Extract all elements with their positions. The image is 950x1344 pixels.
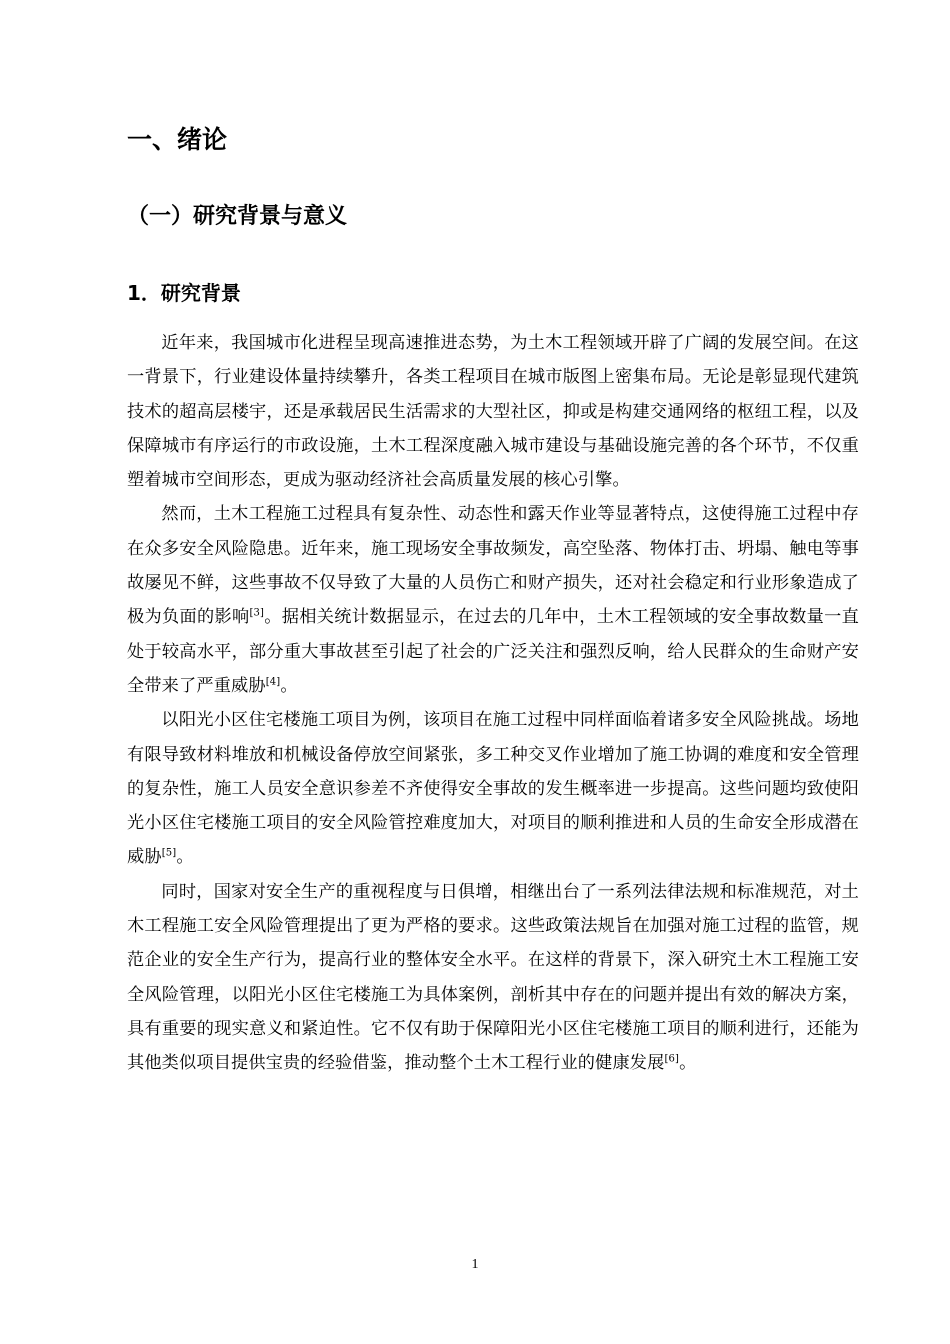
citation: [5] (161, 847, 177, 859)
body-text (127, 326, 859, 1081)
paragraph-2 (127, 497, 859, 703)
paragraph-text: 同时，国家对安全生产的重视程度与日俱增，相继出台了一系列法律法规和标准规范，对土木工程施工安全风险管理提出了更为严格的要求。这些政策法规旨在加强对施工过程的监管，规范企业的安全生产行为，提高行业的整体安全水平。在这样的背景下，深入研究土木工程施工安全风险管理，以阳光小区住宅楼施工为具体案例，剖析其中存在的问题并提出有效的解决方案，具有重要的现实意义和紧迫性。它不仅有助于保障阳光小区住宅楼施工项目的顺利进行，还能为其他类似项目提供宝贵的经验借鉴，推动整个土木工程行业的健康发展 (127, 881, 859, 1074)
page-number: 1 (471, 1257, 479, 1272)
paragraph-1 (127, 326, 859, 497)
section-heading: （一）研究背景与意义 (127, 204, 348, 229)
chapter-heading: 一、绪论 (127, 125, 228, 154)
citation: [3] (249, 607, 265, 619)
paragraph-text: 然而，土木工程施工过程具有复杂性、动态性和露天作业等显著特点，这使得施工过程中存在众多安全风险隐患。近年来，施工现场安全事故频发，高空坠落、物体打击、坍塌、触电等事故屡见不鲜，这些事故不仅导致了大量的人员伤亡和财产损失，还对社会稳定和行业形象造成了极为负面的影响 (127, 504, 859, 628)
paragraph-3 (127, 703, 859, 874)
paragraph-text: 近年来，我国城市化进程呈现高速推进态势，为土木工程领域开辟了广阔的发展空间。在这一背景下，行业建设体量持续攀升，各类工程项目在城市版图上密集布局。无论是彰显现代建筑技术的超高层楼宇，还是承载居民生活需求的大型社区，抑或是构建交通网络的枢纽工程，以及保障城市有序运行的市政设施，土木工程深度融入城市建设与基础设施完善的各个环节，不仅重塑着城市空间形态，更成为驱动经济社会高质量发展的核心引擎。 (127, 333, 859, 491)
citation: [6] (664, 1053, 680, 1065)
paragraph-text: 。 (176, 847, 194, 868)
subsection-heading: 1．研究背景 (127, 281, 241, 305)
paragraph-text: 。据相关统计数据显示，在过去的几年中，土木工程领域的安全事故数量一直处于较高水平，部分重大事故甚至引起了社会的广泛关注和强烈反响，给人民群众的生命财产安全带来了严重威胁 (127, 607, 859, 696)
paragraph-text: 。 (679, 1053, 697, 1074)
paragraph-4 (127, 875, 859, 1081)
citation: [4] (265, 676, 281, 688)
paragraph-text: 。 (280, 675, 298, 696)
paragraph-text: 以阳光小区住宅楼施工项目为例，该项目在施工过程中同样面临着诸多安全风险挑战。场地有限导致材料堆放和机械设备停放空间紧张，多工种交叉作业增加了施工协调的难度和安全管理的复杂性，施工人员安全意识参差不齐使得安全事故的发生概率进一步提高。这些问题均致使阳光小区住宅楼施工项目的安全风险管控难度加大，对项目的顺利推进和人员的生命安全形成潜在威胁 (127, 710, 859, 868)
